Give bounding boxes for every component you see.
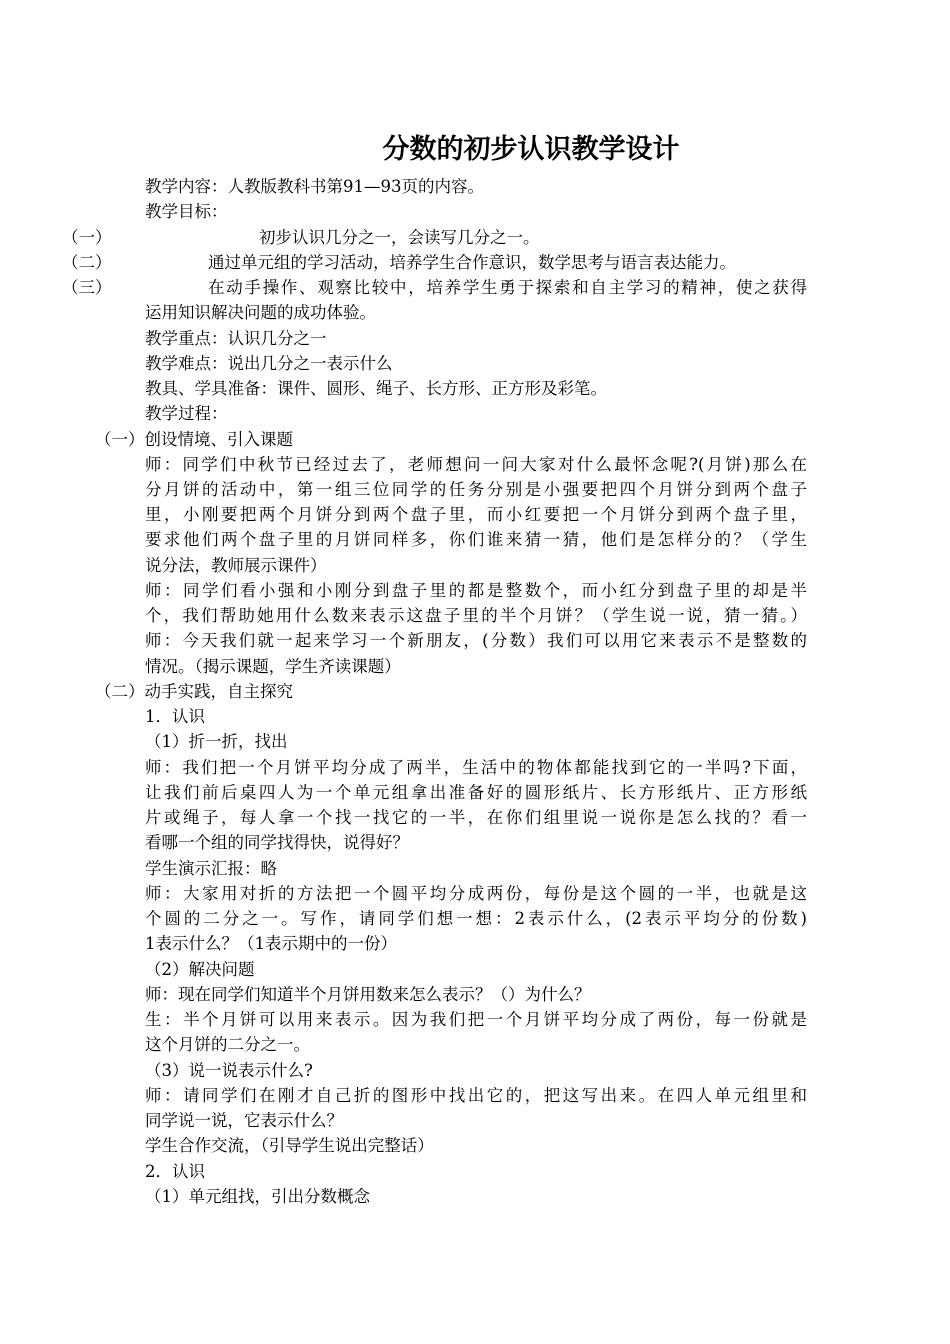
paragraph-line: 个圆的二分之一。写作，请同学们想一想：2表示什么，(2表示平均分的份数)	[145, 909, 807, 928]
paragraph-line: 情况。（揭示课题，学生齐读课题）	[145, 657, 401, 676]
paragraph-line: 师：今天我们就一起来学习一个新朋友，(分数）我们可以用它来表示不是整数的	[145, 631, 807, 650]
paragraph-line: 学生合作交流，（引导学生说出完整话）	[145, 1136, 434, 1155]
goal-2-text: 通过单元组的学习活动，培养学生合作意识，数学思考与语言表达能力。	[208, 253, 736, 272]
paragraph-line: 片或绳子，每人拿一个找一找它的一半，在你们组里说一说你是怎么找的？看一	[145, 808, 807, 827]
goal-2-label: （二）	[62, 253, 112, 272]
process-label: 教学过程：	[145, 404, 228, 423]
teaching-content: 教学内容：人教版教科书第91—93页的内容。	[145, 177, 484, 196]
materials: 教具、学具准备：课件、圆形、绳子、长方形、正方形及彩笔。	[145, 379, 607, 398]
paragraph-line: 师：现在同学们知道半个月饼用数来怎么表示？（）为什么？	[145, 985, 591, 1004]
goal-1-text: 初步认识几分之一，会读写几分之一。	[259, 228, 540, 247]
subsection-heading: 1．认识	[145, 707, 205, 726]
paragraph-line: 师：请同学们在刚才自己折的图形中找出它的，把这写出来。在四人单元组里和	[145, 1086, 807, 1105]
goal-3-continuation: 运用知识解决问题的成功体验。	[145, 303, 376, 322]
paragraph-line: 看哪一个组的同学找得快，说得好？	[145, 833, 409, 852]
goal-1-label: （一）	[62, 228, 112, 247]
paragraph-line: 师：同学们中秋节已经过去了，老师想问一问大家对什么最怀念呢?(月饼)那么在	[145, 455, 807, 474]
subsection-heading: （2）解决问题	[145, 960, 255, 979]
subsection-heading: 2．认识	[145, 1162, 205, 1181]
section-1-heading: （一）创设情境、引入课题	[95, 430, 293, 449]
paragraph-line: 要求他们两个盘子里的月饼同样多，你们谁来猜一猜，他们是怎样分的？（学生	[145, 530, 807, 549]
teaching-goals-label: 教学目标：	[145, 202, 228, 221]
paragraph-line: 同学说一说，它表示什么？	[145, 1111, 343, 1130]
difficulty: 教学难点：说出几分之一表示什么	[145, 354, 393, 373]
paragraph-line: 师：我们把一个月饼平均分成了两半，生活中的物体都能找到它的一半吗?下面，	[145, 758, 807, 777]
subsection-heading: （3）说一说表示什么?	[145, 1061, 313, 1080]
section-2-heading: （二）动手实践，自主探究	[95, 682, 293, 701]
goal-3-label: （三）	[62, 278, 112, 297]
paragraph-line: 生：半个月饼可以用来表示。因为我们把一个月饼平均分成了两份，每一份就是	[145, 1010, 807, 1029]
paragraph-line: 里，小刚要把两个月饼分到两个盘子里，而小红要把一个月饼分到两个盘子里，	[145, 505, 807, 524]
paragraph-line: 说分法，教师展示课件）	[145, 556, 327, 575]
paragraph-line: 分月饼的活动中，第一组三位同学的任务分别是小强要把四个月饼分到两个盘子	[145, 480, 807, 499]
goal-3-text: 在动手操作、观察比较中，培养学生勇于探索和自主学习的精神，使之获得	[208, 278, 807, 297]
paragraph-line: 个，我们帮助她用什么数来表示这盘子里的半个月饼？（学生说一说，猜一猜。）	[145, 606, 807, 625]
paragraph-line: 师：大家用对折的方法把一个圆平均分成两份，每份是这个圆的一半，也就是这	[145, 884, 807, 903]
paragraph-line: 师：同学们看小强和小刚分到盘子里的都是整数个，而小红分到盘子里的却是半	[145, 581, 807, 600]
document-title: 分数的初步认识教学设计	[382, 134, 680, 165]
key-point: 教学重点：认识几分之一	[145, 329, 327, 348]
subsection-heading: （1）单元组找，引出分数概念	[145, 1187, 370, 1206]
paragraph-line: 让我们前后桌四人为一个单元组拿出准备好的圆形纸片、长方形纸片、正方形纸	[145, 783, 807, 802]
paragraph-line: 这个月饼的二分之一。	[145, 1035, 310, 1054]
paragraph-line: 1表示什么？（1表示期中的一份）	[145, 934, 397, 953]
paragraph-line: 学生演示汇报：略	[145, 859, 277, 878]
subsection-heading: （1）折一折，找出	[145, 732, 288, 751]
